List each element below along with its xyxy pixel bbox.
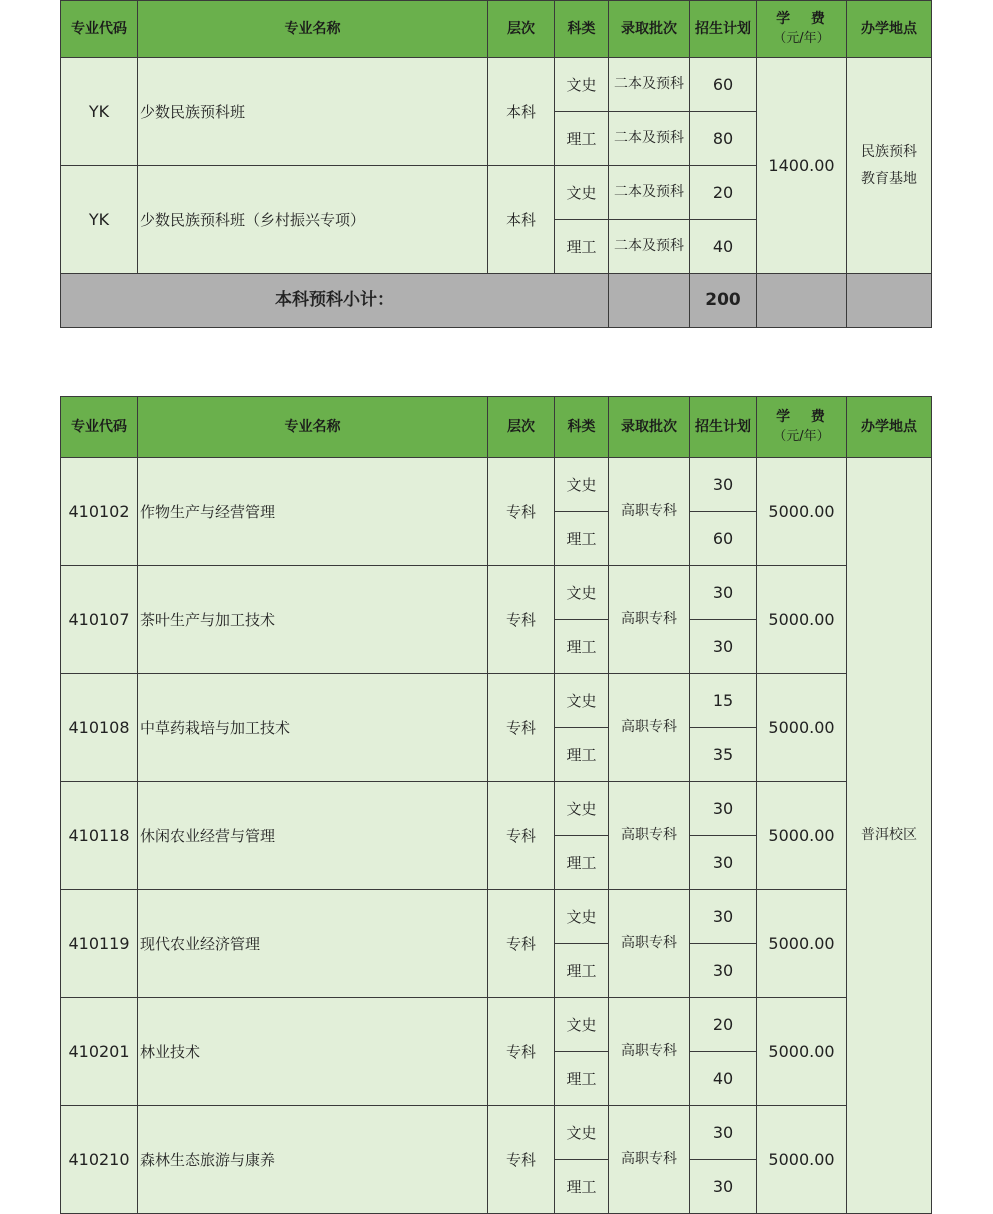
subject-cell: 理工 bbox=[555, 220, 609, 274]
subtotal-empty bbox=[609, 274, 690, 328]
subject-cell: 理工 bbox=[555, 1052, 609, 1106]
subject-cell: 理工 bbox=[555, 836, 609, 890]
major-level: 专科 bbox=[488, 782, 555, 890]
header-fee-unit: （元/年） bbox=[773, 31, 830, 47]
plan-cell: 30 bbox=[690, 836, 757, 890]
batch-cell: 二本及预科 bbox=[609, 220, 690, 274]
major-level: 专科 bbox=[488, 566, 555, 674]
major-name: 林业技术 bbox=[138, 998, 488, 1106]
prep-enrollment-table bbox=[60, 0, 932, 328]
table-row bbox=[61, 674, 932, 728]
subject-cell: 文史 bbox=[555, 566, 609, 620]
location-line-1: 民族预科 bbox=[861, 143, 917, 160]
batch-cell: 高职专科 bbox=[609, 1106, 690, 1214]
vocational-enrollment-table bbox=[60, 396, 932, 1214]
plan-cell: 30 bbox=[690, 458, 757, 512]
batch-cell: 二本及预科 bbox=[609, 112, 690, 166]
major-name: 休闲农业经营与管理 bbox=[138, 782, 488, 890]
header-plan: 招生计划 bbox=[690, 397, 757, 458]
table-header-row bbox=[61, 1, 932, 58]
plan-cell: 30 bbox=[690, 566, 757, 620]
subject-cell: 理工 bbox=[555, 944, 609, 998]
major-level: 专科 bbox=[488, 458, 555, 566]
fee-cell: 5000.00 bbox=[757, 1106, 847, 1214]
subject-cell: 文史 bbox=[555, 998, 609, 1052]
table-row bbox=[61, 58, 932, 112]
header-name: 专业名称 bbox=[138, 1, 488, 58]
subject-cell: 文史 bbox=[555, 166, 609, 220]
major-level: 本科 bbox=[488, 58, 555, 166]
fee-cell: 5000.00 bbox=[757, 782, 847, 890]
subject-cell: 理工 bbox=[555, 728, 609, 782]
major-name: 作物生产与经营管理 bbox=[138, 458, 488, 566]
plan-cell: 20 bbox=[690, 166, 757, 220]
subject-cell: 文史 bbox=[555, 458, 609, 512]
major-level: 本科 bbox=[488, 166, 555, 274]
plan-cell: 30 bbox=[690, 620, 757, 674]
batch-cell: 高职专科 bbox=[609, 782, 690, 890]
batch-cell: 高职专科 bbox=[609, 890, 690, 998]
subject-cell: 文史 bbox=[555, 890, 609, 944]
plan-cell: 40 bbox=[690, 220, 757, 274]
subtotal-row bbox=[61, 274, 932, 328]
subject-cell: 文史 bbox=[555, 1106, 609, 1160]
table-row bbox=[61, 782, 932, 836]
plan-cell: 80 bbox=[690, 112, 757, 166]
major-code: 410210 bbox=[61, 1106, 138, 1214]
header-fee-title: 学 费 bbox=[776, 409, 833, 426]
plan-cell: 30 bbox=[690, 782, 757, 836]
header-location: 办学地点 bbox=[847, 1, 932, 58]
table-row bbox=[61, 1106, 932, 1160]
major-level: 专科 bbox=[488, 674, 555, 782]
plan-cell: 40 bbox=[690, 1052, 757, 1106]
table-row bbox=[61, 890, 932, 944]
subject-cell: 文史 bbox=[555, 674, 609, 728]
plan-cell: 30 bbox=[690, 890, 757, 944]
fee-cell: 5000.00 bbox=[757, 566, 847, 674]
batch-cell: 高职专科 bbox=[609, 674, 690, 782]
major-code: 410107 bbox=[61, 566, 138, 674]
batch-cell: 高职专科 bbox=[609, 998, 690, 1106]
header-fee bbox=[757, 1, 847, 58]
header-level: 层次 bbox=[488, 397, 555, 458]
location-cell bbox=[847, 58, 932, 274]
fee-cell: 5000.00 bbox=[757, 458, 847, 566]
subtotal-value: 200 bbox=[690, 274, 757, 328]
subject-cell: 理工 bbox=[555, 620, 609, 674]
table-row bbox=[61, 998, 932, 1052]
major-code: 410108 bbox=[61, 674, 138, 782]
subject-cell: 文史 bbox=[555, 782, 609, 836]
table-header-row bbox=[61, 397, 932, 458]
location-cell: 普洱校区 bbox=[847, 458, 932, 1214]
major-code: YK bbox=[61, 58, 138, 166]
plan-cell: 60 bbox=[690, 512, 757, 566]
major-code: 410102 bbox=[61, 458, 138, 566]
major-level: 专科 bbox=[488, 1106, 555, 1214]
plan-cell: 30 bbox=[690, 944, 757, 998]
header-code: 专业代码 bbox=[61, 1, 138, 58]
major-name: 少数民族预科班 bbox=[138, 58, 488, 166]
major-name: 少数民族预科班（乡村振兴专项） bbox=[138, 166, 488, 274]
fee-cell: 1400.00 bbox=[757, 58, 847, 274]
header-batch: 录取批次 bbox=[609, 1, 690, 58]
header-level: 层次 bbox=[488, 1, 555, 58]
plan-cell: 20 bbox=[690, 998, 757, 1052]
header-fee-title: 学 费 bbox=[776, 11, 833, 28]
header-fee bbox=[757, 397, 847, 458]
batch-cell: 高职专科 bbox=[609, 458, 690, 566]
major-level: 专科 bbox=[488, 890, 555, 998]
fee-cell: 5000.00 bbox=[757, 674, 847, 782]
batch-cell: 二本及预科 bbox=[609, 166, 690, 220]
fee-cell: 5000.00 bbox=[757, 890, 847, 998]
table-row bbox=[61, 458, 932, 512]
plan-cell: 30 bbox=[690, 1160, 757, 1214]
subject-cell: 理工 bbox=[555, 112, 609, 166]
major-code: 410119 bbox=[61, 890, 138, 998]
batch-cell: 二本及预科 bbox=[609, 58, 690, 112]
major-code: 410118 bbox=[61, 782, 138, 890]
fee-cell: 5000.00 bbox=[757, 998, 847, 1106]
header-fee-unit: （元/年） bbox=[773, 429, 830, 445]
major-name: 中草药栽培与加工技术 bbox=[138, 674, 488, 782]
header-name: 专业名称 bbox=[138, 397, 488, 458]
location-line-2: 教育基地 bbox=[861, 170, 917, 187]
subject-cell: 文史 bbox=[555, 58, 609, 112]
header-plan: 招生计划 bbox=[690, 1, 757, 58]
header-subject: 科类 bbox=[555, 1, 609, 58]
major-name: 茶叶生产与加工技术 bbox=[138, 566, 488, 674]
subtotal-label: 本科预科小计： bbox=[61, 274, 609, 328]
plan-cell: 30 bbox=[690, 1106, 757, 1160]
major-name: 现代农业经济管理 bbox=[138, 890, 488, 998]
plan-cell: 35 bbox=[690, 728, 757, 782]
batch-cell: 高职专科 bbox=[609, 566, 690, 674]
major-code: YK bbox=[61, 166, 138, 274]
subtotal-empty bbox=[847, 274, 932, 328]
header-subject: 科类 bbox=[555, 397, 609, 458]
header-batch: 录取批次 bbox=[609, 397, 690, 458]
plan-cell: 60 bbox=[690, 58, 757, 112]
table-row bbox=[61, 566, 932, 620]
major-name: 森林生态旅游与康养 bbox=[138, 1106, 488, 1214]
major-level: 专科 bbox=[488, 998, 555, 1106]
subject-cell: 理工 bbox=[555, 512, 609, 566]
subtotal-empty bbox=[757, 274, 847, 328]
major-code: 410201 bbox=[61, 998, 138, 1106]
header-code: 专业代码 bbox=[61, 397, 138, 458]
plan-cell: 15 bbox=[690, 674, 757, 728]
subject-cell: 理工 bbox=[555, 1160, 609, 1214]
header-location: 办学地点 bbox=[847, 397, 932, 458]
